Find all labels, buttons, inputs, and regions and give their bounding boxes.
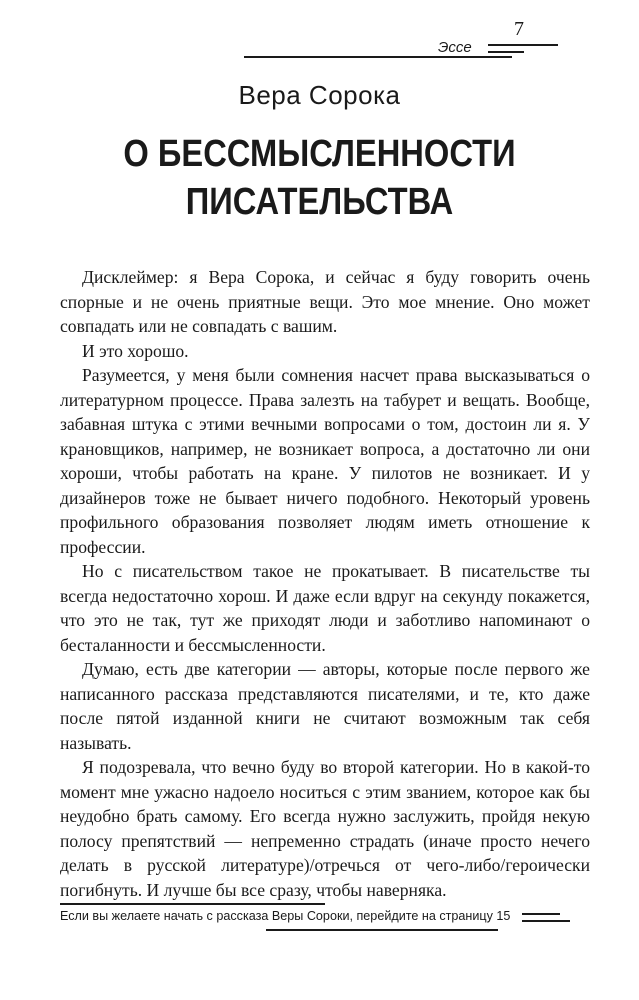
essay-title-line-2: ПИСАТЕЛЬСТВА [185,181,454,223]
paragraph: Я подозревала, что вечно буду во второй категории. Но в какой-то момент мне ужасно надоело носиться с этим званием, которое как бы неудобно брать самому. Его всегда нужно заслужить, пройдя некую полосу препятствий — непременно страдать (иначе просто нечего делать в русской литературе)/отречься от чего-либо/героически погибнуть. И лучше бы все сразу, чтобы наверняка. [60,757,590,900]
header-rule-long [244,56,512,58]
footnote-rule-top [60,903,325,905]
paragraph: Разумеется, у меня были сомнения насчет права высказываться о литературном процессе. Права залезть на табурет и вещать. Вообще, забавная штука с этими вечными вопросами о том, достоин ли я. У крановщиков, например, не возникает вопроса, а достаточно ли они хороши, чтобы работать на кране. У пилотов не возникает. И у дизайнеров тоже не бывает ничего подобного. Некоторый уровень профильного образования позволяет людям иметь отношение к профессии. [60,365,590,557]
footnote-text: Если вы желаете начать с рассказа Веры Сороки, перейдите на страницу 15 [60,909,511,923]
header-rule-right-top [488,44,558,46]
page-header [0,0,639,80]
header-rule-right-bottom [488,51,524,53]
paragraph: Думаю, есть две категории — авторы, которые после первого же написанного рассказа представляются писателями, и те, кто даже после пятой изданной книги не считают возможным так себя называть. [60,659,590,753]
footnote-rule-right-2 [522,920,570,922]
essay-title [45,130,595,226]
page-number: 7 [514,18,524,40]
essay-body [60,265,590,902]
footnote-rule-right-1 [522,913,560,915]
footnote-rule-bottom [266,929,498,931]
paragraph: Но с писательством такое не прокатывает. В писательстве ты всегда недостаточно хорош. И даже если вдруг на секунду покажется, что это не так, тут же приходят люди и заботливо напоминают о бесталанности и бессмысленности. [60,561,590,655]
author-name: Вера Сорока [238,80,401,110]
paragraph: И это хорошо. [82,340,189,361]
essay-title-line-1: О БЕССМЫСЛЕННОСТИ [123,133,516,175]
section-label: Эссе [438,39,472,56]
paragraph: Дисклеймер: я Вера Сорока, и сейчас я буду говорить очень спорные и не очень приятные вещи. Это мое мнение. Оно может совпадать или не совпадать с вашим. [60,267,590,336]
